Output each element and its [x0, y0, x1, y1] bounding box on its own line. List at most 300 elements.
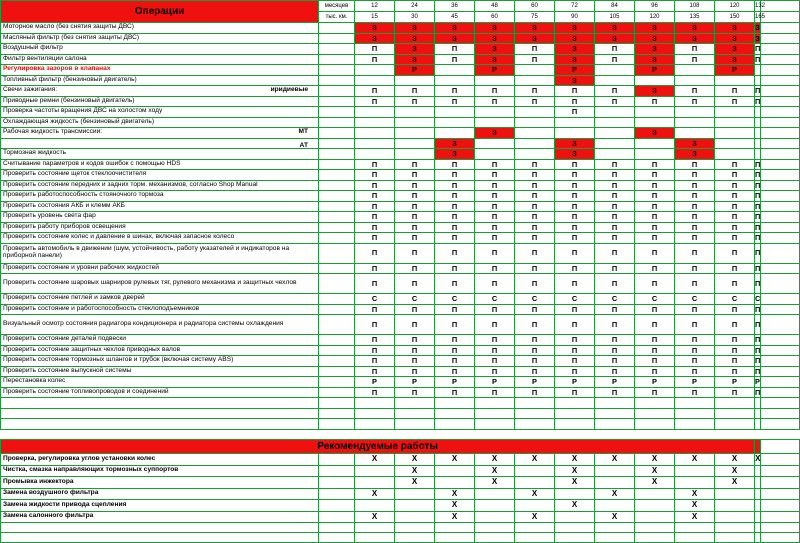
schedule-cell: З	[635, 54, 675, 65]
spacer-cell	[761, 345, 800, 356]
table-title: Операции	[1, 1, 319, 23]
schedule-cell: П	[515, 356, 555, 367]
recommended-cell: X	[595, 511, 635, 523]
spacer-cell	[761, 387, 800, 398]
recommended-row	[1, 488, 800, 500]
empty-cell	[319, 511, 355, 523]
recommended-header-row	[1, 440, 800, 454]
schedule-cell	[715, 149, 755, 160]
schedule-cell: П	[515, 201, 555, 212]
schedule-cell	[355, 117, 395, 128]
schedule-cell: П	[435, 96, 475, 107]
schedule-cell: П	[355, 304, 395, 315]
empty-cell	[515, 419, 555, 430]
schedule-cell: П	[395, 170, 435, 181]
operation-row	[1, 191, 800, 202]
recommended-cell	[395, 500, 435, 512]
schedule-cell: П	[515, 54, 555, 65]
spacer-cell	[761, 454, 800, 466]
schedule-cell: З	[435, 149, 475, 160]
operation-label: Проверить состояние топливопроводов и соединений	[1, 387, 319, 398]
schedule-cell: П	[675, 366, 715, 377]
schedule-cell: П	[355, 387, 395, 398]
empty-cell	[319, 523, 355, 533]
schedule-cell: З	[435, 138, 475, 149]
schedule-cell	[675, 128, 715, 139]
operation-sublabel	[319, 170, 355, 181]
schedule-cell: П	[475, 159, 515, 170]
schedule-cell: П	[675, 180, 715, 191]
recommended-cell	[515, 500, 555, 512]
recommended-cell: X	[355, 511, 395, 523]
schedule-cell: З	[635, 86, 675, 97]
month-cell: 96	[635, 1, 675, 12]
recommended-row	[1, 454, 800, 466]
schedule-cell: П	[435, 315, 475, 335]
schedule-cell: П	[515, 96, 555, 107]
empty-cell	[1, 533, 319, 543]
schedule-cell	[515, 117, 555, 128]
schedule-cell: П	[715, 315, 755, 335]
schedule-cell: П	[595, 335, 635, 346]
schedule-cell: С	[355, 294, 395, 305]
operation-row	[1, 180, 800, 191]
operation-sublabel	[319, 274, 355, 294]
schedule-cell: П	[475, 212, 515, 223]
schedule-cell: П	[755, 191, 761, 201]
schedule-cell: П	[555, 107, 595, 118]
schedule-cell: П	[715, 191, 755, 202]
schedule-cell	[355, 128, 395, 139]
spacer-cell	[761, 180, 800, 191]
schedule-cell: Р	[595, 377, 635, 388]
schedule-cell	[355, 149, 395, 160]
schedule-cell: Р	[395, 377, 435, 388]
schedule-cell: З	[715, 54, 755, 65]
schedule-cell: П	[435, 274, 475, 294]
months-label: месяцев	[319, 1, 355, 12]
recommended-cell: X	[515, 488, 555, 500]
schedule-cell: П	[635, 274, 675, 294]
schedule-cell: П	[715, 233, 755, 244]
schedule-cell	[715, 107, 755, 118]
operation-label: Рабочая жидкость трансмиссии: МТ	[1, 128, 319, 139]
schedule-cell: П	[715, 222, 755, 233]
schedule-cell: П	[515, 86, 555, 97]
schedule-cell: П	[355, 159, 395, 170]
schedule-cell: П	[515, 44, 555, 55]
recommended-cell	[555, 511, 595, 523]
schedule-cell: П	[755, 170, 761, 180]
schedule-cell: П	[395, 345, 435, 356]
schedule-cell: П	[435, 366, 475, 377]
empty-cell	[1, 523, 319, 533]
schedule-cell: П	[635, 315, 675, 335]
recommended-cell	[395, 511, 435, 523]
schedule-cell	[675, 117, 715, 128]
schedule-cell: П	[435, 201, 475, 212]
recommended-cell	[475, 500, 515, 512]
schedule-cell: П	[755, 201, 761, 211]
schedule-cell: П	[395, 387, 435, 398]
recommended-cell	[355, 465, 395, 477]
schedule-cell: П	[515, 170, 555, 181]
operation-label: Проверить состояние выпускной системы	[1, 366, 319, 377]
schedule-cell: П	[395, 263, 435, 274]
schedule-cell: П	[635, 356, 675, 367]
operation-row	[1, 170, 800, 181]
schedule-cell: С	[635, 294, 675, 305]
recommended-cell: X	[595, 488, 635, 500]
schedule-cell: П	[595, 233, 635, 244]
spacer-cell	[761, 65, 800, 76]
empty-cell	[435, 408, 475, 419]
schedule-cell: П	[675, 86, 715, 97]
schedule-cell: П	[475, 233, 515, 244]
schedule-cell: П	[555, 159, 595, 170]
schedule-cell: П	[355, 170, 395, 181]
schedule-cell: П	[435, 263, 475, 274]
schedule-cell	[355, 138, 395, 149]
month-cell: 132	[755, 1, 761, 12]
empty-cell	[355, 408, 395, 419]
km-label: тыс. км.	[319, 12, 355, 23]
empty-cell	[355, 533, 395, 543]
empty-cell	[675, 419, 715, 430]
empty-cell	[635, 533, 675, 543]
schedule-cell: П	[635, 201, 675, 212]
schedule-cell: П	[355, 222, 395, 233]
km-cell: 165	[755, 12, 761, 23]
schedule-cell: П	[635, 233, 675, 244]
recommended-cell: X	[635, 465, 675, 477]
schedule-cell: З	[395, 33, 435, 44]
operation-label: Проверить состояние передних и задних торм. механизмов, согласно Shop Manual	[1, 180, 319, 191]
empty-cell	[555, 398, 595, 409]
schedule-cell	[555, 117, 595, 128]
schedule-cell	[635, 149, 675, 160]
recommended-label: Промывка инжектора	[1, 477, 319, 489]
spacer-cell	[761, 511, 800, 523]
recommended-cell: X	[515, 454, 555, 466]
empty-cell	[761, 533, 800, 543]
operation-row	[1, 107, 800, 118]
recommended-cell	[435, 477, 475, 489]
schedule-cell: П	[755, 315, 761, 335]
schedule-cell: П	[675, 96, 715, 107]
schedule-cell: З	[675, 33, 715, 44]
schedule-cell: П	[635, 335, 675, 346]
spacer-cell	[761, 274, 800, 294]
schedule-cell	[435, 128, 475, 139]
schedule-cell: З	[635, 23, 675, 34]
schedule-cell: З	[355, 23, 395, 34]
schedule-cell	[515, 138, 555, 149]
schedule-cell: П	[515, 222, 555, 233]
schedule-cell: П	[755, 222, 761, 232]
recommended-label: Замена салонного фильтра	[1, 511, 319, 523]
empty-cell	[555, 419, 595, 430]
schedule-cell: З	[555, 149, 595, 160]
schedule-cell: П	[355, 366, 395, 377]
operation-sublabel	[319, 263, 355, 274]
schedule-cell: П	[755, 233, 761, 243]
schedule-cell: П	[355, 86, 395, 97]
empty-cell	[395, 523, 435, 533]
recommended-label: Проверка, регулировка углов установки колес	[1, 454, 319, 466]
schedule-cell: З	[555, 138, 595, 149]
schedule-cell: П	[475, 366, 515, 377]
recommended-cell: X	[675, 454, 715, 466]
schedule-cell: Р	[755, 377, 760, 387]
schedule-cell	[675, 75, 715, 86]
schedule-cell: П	[675, 170, 715, 181]
schedule-cell: З	[395, 54, 435, 65]
spacer-cell	[761, 149, 800, 160]
schedule-cell: П	[635, 387, 675, 398]
empty-cell	[675, 408, 715, 419]
operation-row	[1, 96, 800, 107]
schedule-cell: П	[675, 243, 715, 263]
empty-cell	[675, 398, 715, 409]
recommended-row	[1, 500, 800, 512]
schedule-cell: П	[355, 96, 395, 107]
schedule-cell: П	[515, 180, 555, 191]
empty-cell	[595, 419, 635, 430]
operation-row	[1, 86, 800, 97]
km-cell: 135	[675, 12, 715, 23]
operation-row	[1, 243, 800, 263]
operation-label: Проверить состояние тормозных шлангов и трубок (включая систему ABS)	[1, 356, 319, 367]
operation-row	[1, 33, 800, 44]
schedule-cell: П	[355, 180, 395, 191]
schedule-cell: З	[475, 23, 515, 34]
schedule-cell: П	[475, 191, 515, 202]
spacer-cell	[761, 377, 800, 388]
schedule-cell: П	[395, 96, 435, 107]
schedule-cell	[635, 117, 675, 128]
header-row-months	[1, 1, 800, 12]
schedule-cell: П	[475, 345, 515, 356]
schedule-cell: П	[675, 263, 715, 274]
schedule-cell: П	[755, 86, 761, 96]
schedule-cell: П	[715, 159, 755, 170]
operation-label: Проверить уровень света фар	[1, 212, 319, 223]
schedule-cell	[715, 138, 755, 149]
schedule-cell: П	[595, 315, 635, 335]
schedule-cell	[395, 117, 435, 128]
recommended-table	[0, 439, 800, 543]
operation-variant: АТ	[299, 142, 308, 150]
operation-label: Проверка частоты вращения ДВС на холостом ходу	[1, 107, 319, 118]
operation-sublabel	[319, 191, 355, 202]
schedule-cell: П	[715, 304, 755, 315]
recommended-cell	[595, 465, 635, 477]
schedule-cell: П	[355, 233, 395, 244]
schedule-cell	[475, 75, 515, 86]
schedule-cell: П	[595, 222, 635, 233]
operation-row	[1, 233, 800, 244]
spacer-cell	[761, 170, 800, 181]
recommended-cell: X	[715, 454, 755, 466]
schedule-cell: С	[675, 294, 715, 305]
schedule-cell: П	[355, 274, 395, 294]
schedule-cell: П	[355, 54, 395, 65]
schedule-cell	[515, 65, 555, 76]
operation-sublabel	[319, 138, 355, 149]
schedule-cell: П	[515, 274, 555, 294]
schedule-cell: Р	[715, 377, 755, 388]
operation-sublabel	[319, 75, 355, 86]
operation-label: Проверить состояние и уровни рабочих жидкостей	[1, 263, 319, 274]
empty-cell	[635, 408, 675, 419]
schedule-cell: П	[395, 366, 435, 377]
schedule-cell	[355, 65, 395, 76]
operation-row	[1, 387, 800, 398]
spacer-cell	[761, 191, 800, 202]
month-cell: 60	[515, 1, 555, 12]
recommended-cell: X	[715, 477, 755, 489]
operation-sublabel	[319, 44, 355, 55]
empty-cell	[555, 523, 595, 533]
operation-sublabel	[319, 345, 355, 356]
schedule-cell: П	[475, 170, 515, 181]
schedule-cell: П	[755, 345, 761, 355]
schedule-cell: П	[595, 191, 635, 202]
schedule-cell	[715, 128, 755, 139]
schedule-cell: П	[675, 191, 715, 202]
spacer-cell	[761, 366, 800, 377]
operation-sublabel	[319, 243, 355, 263]
operation-label: Приводные ремни (бензиновый двигатель)	[1, 96, 319, 107]
empty-cell	[635, 398, 675, 409]
schedule-cell: П	[435, 159, 475, 170]
operation-sublabel	[319, 356, 355, 367]
schedule-cell: С	[755, 294, 761, 304]
operation-variant: МТ	[298, 128, 308, 136]
recommended-cell	[355, 477, 395, 489]
schedule-cell: П	[395, 180, 435, 191]
schedule-cell: П	[595, 86, 635, 97]
schedule-cell: П	[675, 54, 715, 65]
recommended-cell	[635, 511, 675, 523]
schedule-cell: П	[675, 212, 715, 223]
schedule-cell: З	[475, 33, 515, 44]
schedule-cell: П	[515, 335, 555, 346]
schedule-cell	[515, 149, 555, 160]
operation-sublabel	[319, 117, 355, 128]
schedule-cell: П	[435, 304, 475, 315]
schedule-cell: З	[755, 23, 760, 33]
spacer-cell	[761, 315, 800, 335]
schedule-cell	[475, 117, 515, 128]
schedule-cell: П	[715, 170, 755, 181]
schedule-cell: П	[715, 201, 755, 212]
schedule-cell: П	[435, 191, 475, 202]
spacer-cell	[761, 117, 800, 128]
schedule-cell: П	[475, 263, 515, 274]
empty-cell	[595, 398, 635, 409]
schedule-cell: С	[595, 294, 635, 305]
schedule-cell: П	[595, 212, 635, 223]
spacer-cell	[761, 294, 800, 305]
schedule-cell: П	[355, 243, 395, 263]
schedule-cell: З	[675, 149, 715, 160]
schedule-cell: Р	[555, 377, 595, 388]
recommended-title: Рекомендуемые работы	[1, 440, 755, 454]
km-cell: 75	[515, 12, 555, 23]
schedule-cell: П	[555, 233, 595, 244]
empty-cell	[475, 533, 515, 543]
schedule-cell: П	[355, 356, 395, 367]
schedule-cell: П	[395, 315, 435, 335]
recommended-cell: X	[635, 454, 675, 466]
empty-row	[1, 398, 800, 409]
schedule-cell: П	[395, 335, 435, 346]
schedule-cell: П	[475, 180, 515, 191]
schedule-cell: П	[555, 274, 595, 294]
operation-label: Проверить состояние шаровых шарниров рулевых тяг, рулевого механизма и защитных чехлов	[1, 274, 319, 294]
schedule-cell: П	[475, 222, 515, 233]
schedule-cell	[475, 138, 515, 149]
recommended-cell: X	[675, 511, 715, 523]
empty-cell	[595, 533, 635, 543]
schedule-cell	[515, 75, 555, 86]
schedule-cell: П	[475, 304, 515, 315]
schedule-cell	[635, 75, 675, 86]
operation-sublabel	[319, 107, 355, 118]
schedule-cell: З	[515, 33, 555, 44]
empty-cell	[395, 398, 435, 409]
schedule-cell: П	[755, 180, 761, 190]
empty-cell	[319, 454, 355, 466]
schedule-cell: П	[395, 274, 435, 294]
empty-cell	[515, 523, 555, 533]
operation-row	[1, 315, 800, 335]
schedule-cell: П	[675, 304, 715, 315]
schedule-cell: П	[395, 243, 435, 263]
empty-cell	[715, 533, 755, 543]
spacer-cell	[761, 212, 800, 223]
recommended-cell: X	[435, 500, 475, 512]
operation-sublabel	[319, 335, 355, 346]
operation-row	[1, 149, 800, 160]
schedule-cell: П	[755, 96, 761, 106]
operation-row	[1, 335, 800, 346]
schedule-cell: П	[435, 212, 475, 223]
operation-row	[1, 159, 800, 170]
empty-cell	[715, 398, 755, 409]
schedule-cell	[515, 107, 555, 118]
schedule-cell: П	[555, 345, 595, 356]
empty-cell	[1, 398, 319, 409]
empty-cell	[355, 523, 395, 533]
schedule-cell: П	[515, 304, 555, 315]
empty-row	[1, 533, 800, 543]
schedule-cell: П	[355, 44, 395, 55]
empty-cell	[1, 419, 319, 430]
recommended-cell	[635, 500, 675, 512]
km-cell: 150	[715, 12, 755, 23]
schedule-cell: П	[715, 335, 755, 346]
schedule-cell: П	[515, 315, 555, 335]
recommended-cell	[675, 477, 715, 489]
empty-cell	[355, 398, 395, 409]
schedule-cell: С	[515, 294, 555, 305]
spacer-cell	[761, 488, 800, 500]
schedule-cell: З	[555, 23, 595, 34]
empty-cell	[319, 419, 355, 430]
